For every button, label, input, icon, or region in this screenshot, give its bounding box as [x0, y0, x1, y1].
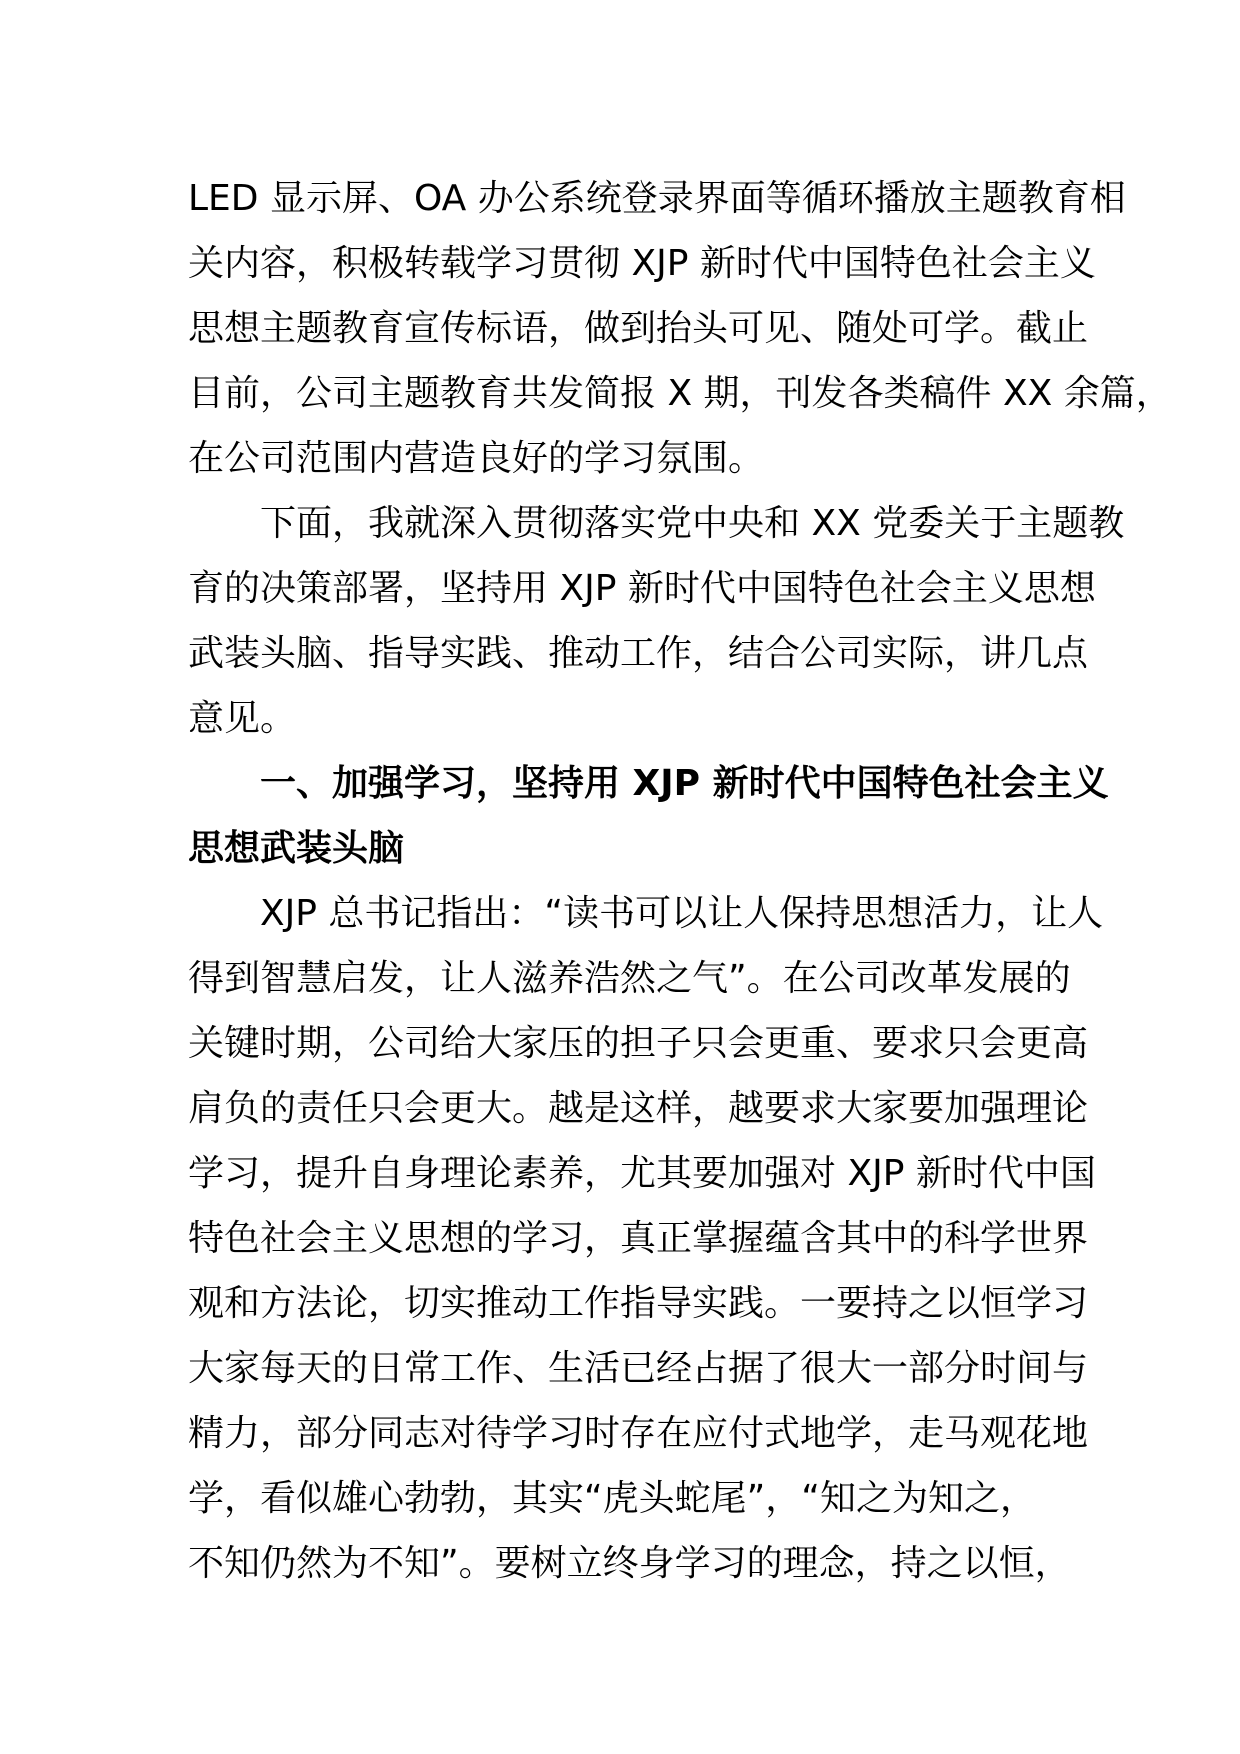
text-line: LED 显示屏、OA 办公系统登录界面等循环播放主题教育相 [188, 178, 1126, 219]
text-line: 学习，提升自身理论素养，尤其要加强对 XJP 新时代中国 [188, 1153, 1096, 1194]
text-line: 精力，部分同志对待学习时存在应付式地学，走马观花地 [188, 1413, 1089, 1454]
text-line: 肩负的责任只会更大。越是这样，越要求大家要加强理论 [188, 1088, 1089, 1129]
paragraph-publicity [188, 166, 1172, 491]
section-heading-1 [188, 751, 1109, 881]
text-line: 下面，我就深入贯彻落实党中央和 XX 党委关于主题教 [260, 503, 1125, 544]
text-line: 关键时期，公司给大家压的担子只会更重、要求只会更高 [188, 1023, 1089, 1064]
text-line: 观和方法论，切实推动工作指导实践。一要持之以恒学习 [188, 1283, 1089, 1324]
paragraph-introduction [188, 491, 1125, 751]
text-line: 育的决策部署，坚持用 XJP 新时代中国特色社会主义思想 [188, 568, 1096, 609]
text-line: 思想主题教育宣传标语，做到抬头可见、随处可学。截止 [188, 308, 1089, 349]
document-body [188, 166, 1172, 1596]
text-line: 特色社会主义思想的学习，真正掌握蕴含其中的科学世界 [188, 1218, 1089, 1259]
text-line: 目前，公司主题教育共发简报 X 期，刊发各类稿件 XX 余篇， [188, 373, 1172, 414]
text-line: 意见。 [188, 698, 297, 739]
text-line: 大家每天的日常工作、生活已经占据了很大一部分时间与 [188, 1348, 1089, 1389]
text-line: 武装头脑、指导实践、推动工作，结合公司实际，讲几点 [188, 633, 1089, 674]
heading-line: 一、加强学习，坚持用 XJP 新时代中国特色社会主义 [260, 763, 1109, 804]
text-line: 学，看似雄心勃勃，其实“虎头蛇尾”，“知之为知之， [188, 1478, 1036, 1519]
text-line: 关内容，积极转载学习贯彻 XJP 新时代中国特色社会主义 [188, 243, 1096, 284]
text-line: 不知仍然为不知”。要树立终身学习的理念，持之以恒， [188, 1543, 1071, 1584]
text-line: XJP 总书记指出：“读书可以让人保持思想活力，让人 [260, 893, 1104, 934]
text-line: 在公司范围内营造良好的学习氛围。 [188, 438, 765, 479]
heading-line: 思想武装头脑 [188, 828, 405, 869]
paragraph-study [188, 881, 1104, 1596]
text-line: 得到智慧启发，让人滋养浩然之气”。在公司改革发展的 [188, 958, 1071, 999]
